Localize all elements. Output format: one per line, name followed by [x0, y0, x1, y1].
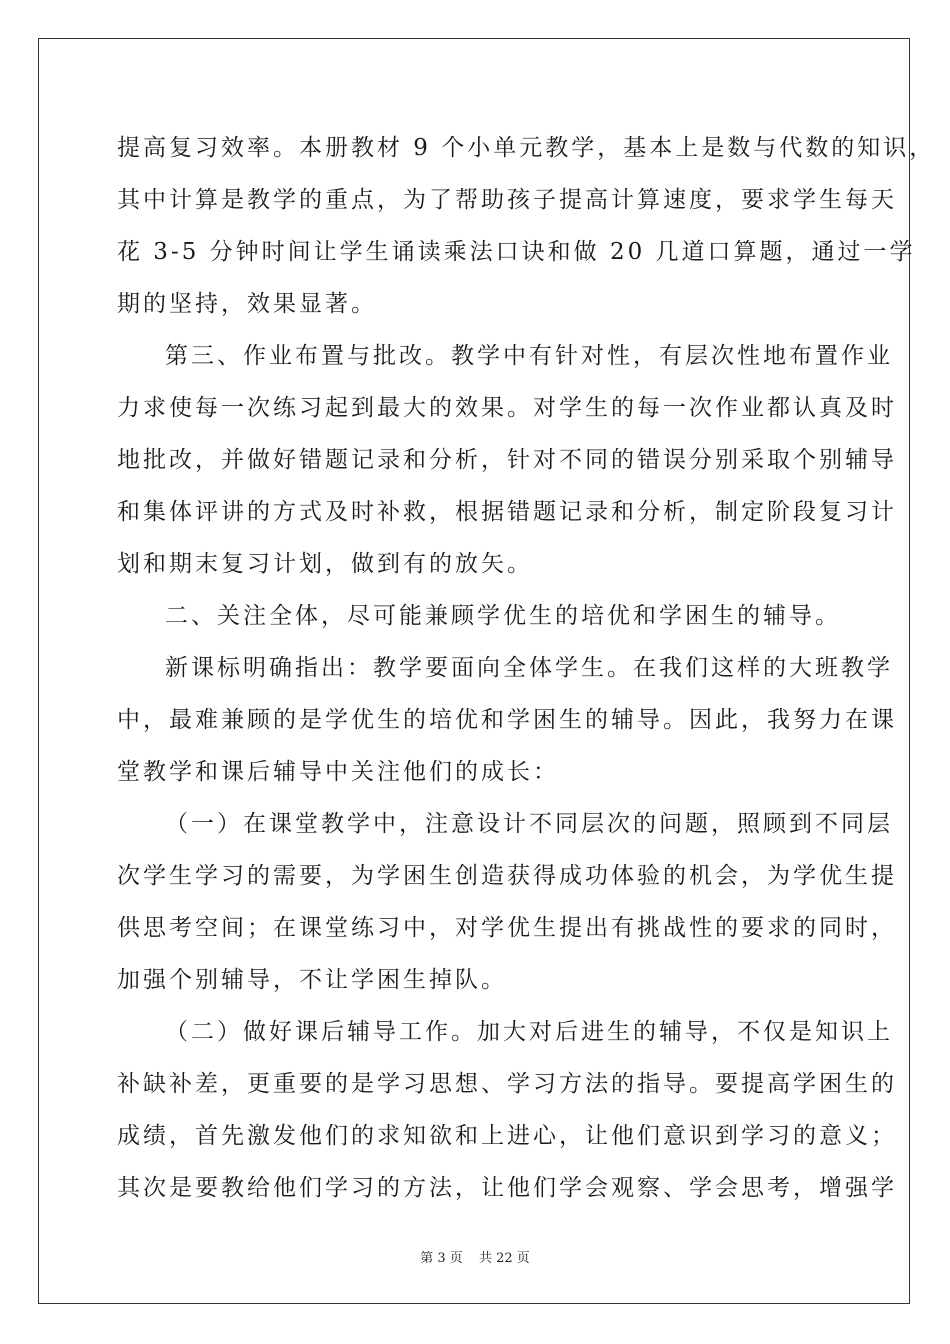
text-line: 第三、作业布置与批改。教学中有针对性，有层次性地布置作业 [165, 343, 893, 369]
text-line: 二、关注全体，尽可能兼顾学优生的培优和学困生的辅导。 [165, 603, 841, 629]
text-line: 供思考空间；在课堂练习中，对学优生提出有挑战性的要求的同时， [117, 915, 897, 941]
text-line: 成绩，首先激发他们的求知欲和上进心，让他们意识到学习的意义； [117, 1123, 897, 1149]
page-footer [0, 1247, 950, 1266]
text-line: 其次是要教给他们学习的方法，让他们学会观察、学会思考，增强学 [117, 1175, 897, 1201]
text-line: 力求使每一次练习起到最大的效果。对学生的每一次作业都认真及时 [117, 395, 897, 421]
text-line: 新课标明确指出：教学要面向全体学生。在我们这样的大班教学 [165, 655, 893, 681]
text-line: 划和期末复习计划，做到有的放矢。 [117, 551, 533, 577]
text-line: 地批改，并做好错题记录和分析，针对不同的错误分别采取个别辅导 [117, 447, 897, 473]
text-line: 补缺补差，更重要的是学习思想、学习方法的指导。要提高学困生的 [117, 1071, 897, 1097]
text-line: 次学生学习的需要，为学困生创造获得成功体验的机会，为学优生提 [117, 863, 897, 889]
text-line: 其中计算是教学的重点，为了帮助孩子提高计算速度，要求学生每天 [117, 187, 897, 213]
text-line: （一）在课堂教学中，注意设计不同层次的问题，照顾到不同层 [165, 811, 893, 837]
text-line: （二）做好课后辅导工作。加大对后进生的辅导，不仅是知识上 [165, 1019, 893, 1045]
text-line: 堂教学和课后辅导中关注他们的成长： [117, 759, 559, 785]
document-body [117, 128, 936, 1220]
text-line: 花 3-5 分钟时间让学生诵读乘法口诀和做 20 几道口算题，通过一学 [117, 239, 916, 265]
page-number: 第 3 页 [420, 1251, 463, 1266]
text-line: 提高复习效率。本册教材 9 个小单元教学，基本上是数与代数的知识， [117, 135, 936, 161]
text-line: 加强个别辅导，不让学困生掉队。 [117, 967, 507, 993]
text-line: 中，最难兼顾的是学优生的培优和学困生的辅导。因此，我努力在课 [117, 707, 897, 733]
text-line: 期的坚持，效果显著。 [117, 291, 377, 317]
text-line: 和集体评讲的方式及时补救，根据错题记录和分析，制定阶段复习计 [117, 499, 897, 525]
page-total: 共 22 页 [478, 1251, 530, 1266]
